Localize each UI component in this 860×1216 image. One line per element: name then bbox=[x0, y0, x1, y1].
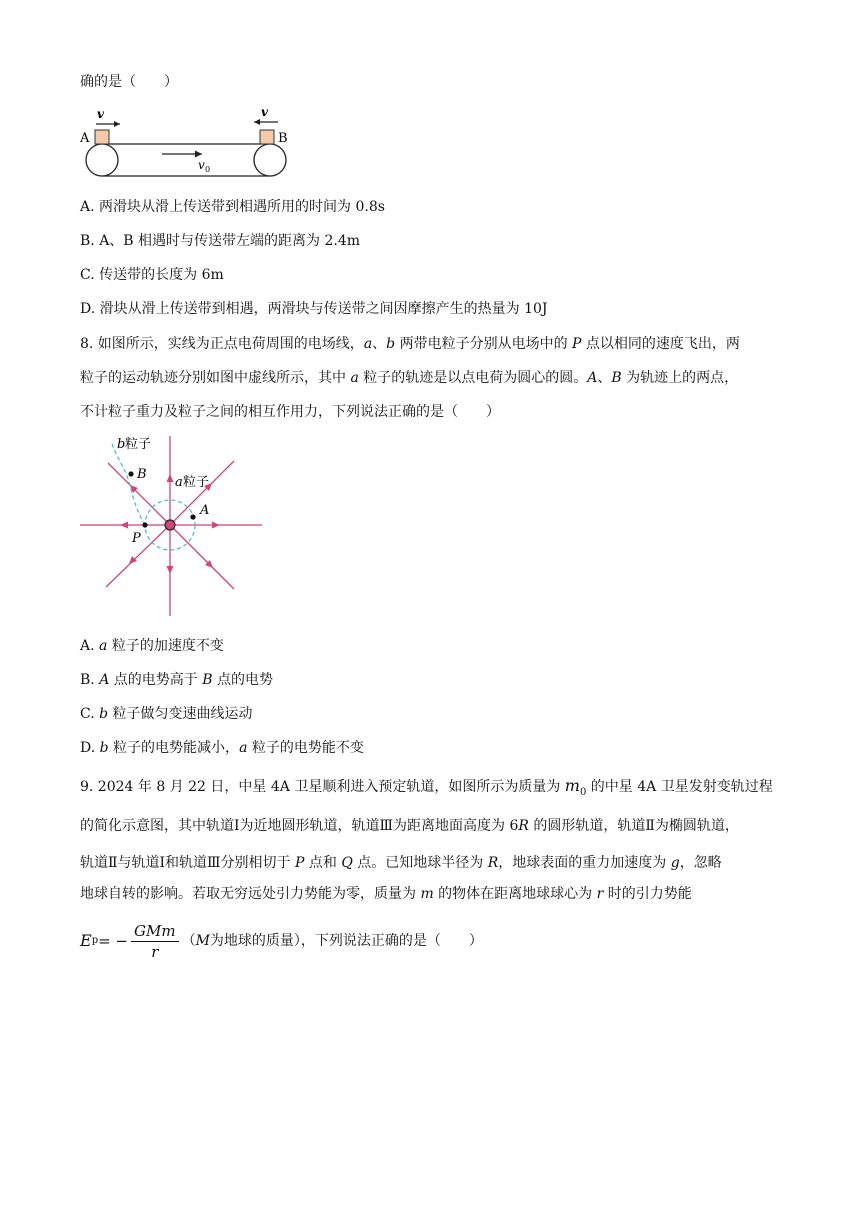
point-p-dot bbox=[142, 522, 147, 527]
label-b: B bbox=[278, 131, 288, 146]
q9-stem-line4: 地球自转的影响。若取无穷远处引力势能为零，质量为 m 的物体在距离地球球心为 r 时的引力势能 bbox=[80, 886, 692, 902]
point-b-dot bbox=[128, 471, 133, 476]
q7-option-b: B. A、B 相遇时与传送带左端的距离为 2.4m bbox=[80, 233, 361, 249]
electric-field-figure bbox=[74, 430, 274, 620]
conveyor-belt-figure bbox=[76, 104, 308, 184]
label-v-right: v bbox=[261, 105, 268, 119]
point-b-label: B bbox=[137, 467, 147, 482]
q7-option-d: D. 滑块从滑上传送带到相遇，两滑块与传送带之间因摩擦产生的热量为 10J bbox=[80, 301, 548, 317]
block-a bbox=[95, 130, 109, 144]
q7-stem-tail: 确的是（ ） bbox=[80, 74, 178, 90]
a-particle-label: 粒子 bbox=[183, 475, 210, 490]
right-pulley bbox=[254, 144, 286, 176]
ep-formula: E p = − $\frac{\text{GMm}}{r}$ bbox=[80, 921, 182, 962]
q9-stem-line3: 轨道Ⅱ与轨道Ⅰ和轨道Ⅲ分别相切于 P 点和 Q 点。已知地球半径为 R，地球表面的重力加速度为 g，忽略 bbox=[80, 855, 722, 871]
left-pulley bbox=[86, 144, 118, 176]
q9-stem-line2: 的简化示意图，其中轨道Ⅰ为近地圆形轨道，轨道Ⅲ为距离地面高度为 6R 的圆形轨道，轨道Ⅱ为椭圆轨道， bbox=[80, 818, 739, 834]
q9-formula-line: E p = − $\frac{\text{GMm}}{r}$ （ M 为地球的质量），下列说法正确的是（ ） bbox=[80, 921, 483, 961]
point-charge bbox=[165, 520, 175, 530]
label-v-left: v bbox=[97, 107, 104, 121]
b-particle-var: b bbox=[117, 437, 126, 452]
q8-option-c: C. b 粒子做匀变速曲线运动 bbox=[80, 706, 253, 722]
q8-stem-line2: 粒子的运动轨迹分别如图中虚线所示，其中 a 粒子的轨迹是以点电荷为圆心的圆。A、B 为轨迹上的两点， bbox=[80, 370, 739, 386]
point-a-dot bbox=[190, 514, 195, 519]
b-particle-label: 粒子 bbox=[125, 437, 152, 452]
q9-stem-line1: 9. 2024 年 8 月 22 日，中星 4A 卫星顺利进入预定轨道，如图所示为质量为 $m_0$ 的中星 4A 卫星发射变轨过程 bbox=[80, 776, 773, 798]
label-v0-sub: 0 bbox=[205, 165, 211, 174]
point-p-label: P bbox=[132, 531, 141, 546]
block-b bbox=[260, 130, 274, 144]
label-a: A bbox=[80, 131, 90, 146]
q7-option-a: A. 两滑块从滑上传送带到相遇所用的时间为 0.8s bbox=[80, 199, 385, 215]
q8-stem-line3: 不计粒子重力及粒子之间的相互作用力，下列说法正确的是（ ） bbox=[80, 404, 500, 420]
q7-option-c: C. 传送带的长度为 6m bbox=[80, 267, 224, 283]
q8-option-a: A. a 粒子的加速度不变 bbox=[80, 638, 224, 654]
q8-stem-line1: 8. 如图所示，实线为正点电荷周围的电场线，a、b 两带电粒子分别从电场中的 P 点以相同的速度飞出，两 bbox=[80, 336, 740, 352]
q8-option-d: D. b 粒子的电势能减小，a 粒子的电势能不变 bbox=[80, 740, 364, 756]
a-particle-var: a bbox=[175, 475, 183, 490]
q8-option-b: B. A 点的电势高于 B 点的电势 bbox=[80, 672, 273, 688]
point-a-label: A bbox=[200, 503, 210, 518]
label-v0: v bbox=[198, 158, 205, 172]
